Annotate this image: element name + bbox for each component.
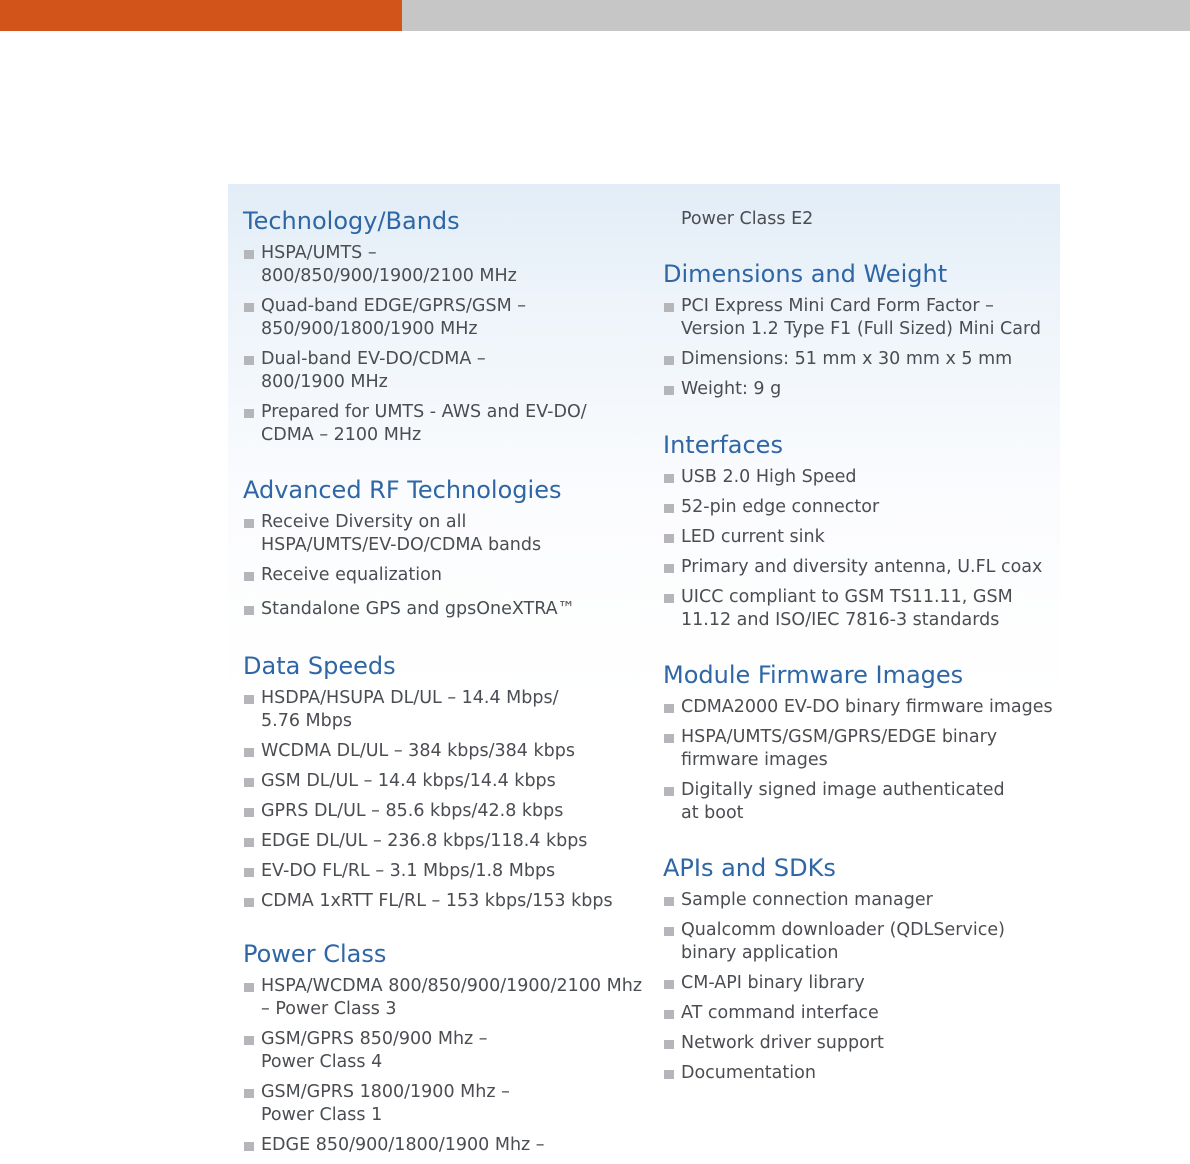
list-item: Primary and diversity antenna, U.FL coax: [663, 556, 1053, 579]
list-item: HSPA/UMTS/GSM/GPRS/EDGE binary firmware images: [663, 726, 1053, 772]
section-heading: Power Class: [243, 940, 387, 968]
list-item: Quad-band EDGE/GPRS/GSM – 850/900/1800/1900 MHz: [243, 295, 643, 341]
list-item: GSM DL/UL – 14.4 kbps/14.4 kbps: [243, 770, 643, 793]
list-item: USB 2.0 High Speed: [663, 466, 1053, 489]
section-heading: Data Speeds: [243, 652, 396, 680]
list-item: UICC compliant to GSM TS11.11, GSM 11.12 and ISO/IEC 7816-3 standards: [663, 586, 1053, 632]
list-item: Sample connection manager: [663, 889, 1053, 912]
list-item: EDGE DL/UL – 236.8 kbps/118.4 kbps: [243, 830, 643, 853]
list-item: CDMA 1xRTT FL/RL – 153 kbps/153 kbps: [243, 890, 643, 913]
list-item: Network driver support: [663, 1032, 1053, 1055]
section-power-class: [243, 939, 643, 1164]
list-item: 52-pin edge connector: [663, 496, 1053, 519]
list-item: WCDMA DL/UL – 384 kbps/384 kbps: [243, 740, 643, 763]
section-heading: APIs and SDKs: [663, 854, 836, 882]
list-item: Weight: 9 g: [663, 378, 1053, 401]
list-item: HSPA/UMTS – 800/850/900/1900/2100 MHz: [243, 242, 643, 288]
list-item: GSM/GPRS 850/900 Mhz – Power Class 4: [243, 1028, 643, 1074]
section-firmware-images: [663, 660, 1053, 832]
list-item: CM-API binary library: [663, 972, 1053, 995]
section-heading: Interfaces: [663, 431, 783, 459]
list-item: GPRS DL/UL – 85.6 kbps/42.8 kbps: [243, 800, 643, 823]
section-data-speeds: [243, 651, 643, 920]
list-item: PCI Express Mini Card Form Factor – Version 1.2 Type F1 (Full Sized) Mini Card: [663, 295, 1053, 341]
list-item: LED current sink: [663, 526, 1053, 549]
list-item: HSPA/WCDMA 800/850/900/1900/2100 Mhz – Power Class 3: [243, 975, 643, 1021]
section-heading: Module Firmware Images: [663, 661, 964, 689]
list-item: Documentation: [663, 1062, 1053, 1085]
section-interfaces: [663, 430, 1053, 639]
list-item: Qualcomm downloader (QDLService) binary application: [663, 919, 1053, 965]
list-item: HSDPA/HSUPA DL/UL – 14.4 Mbps/ 5.76 Mbps: [243, 687, 643, 733]
list-item: Dimensions: 51 mm x 30 mm x 5 mm: [663, 348, 1053, 371]
section-heading: Advanced RF Technologies: [243, 476, 562, 504]
spec-sheet-panel: [228, 184, 1060, 1159]
list-item: AT command interface: [663, 1002, 1053, 1025]
header-bar: [402, 0, 1190, 31]
list-item: Standalone GPS and gpsOneXTRA™: [243, 598, 643, 621]
section-heading: Technology/Bands: [243, 207, 460, 235]
list-item: Digitally signed image authenticated at boot: [663, 779, 1053, 825]
list-item: Receive equalization: [243, 564, 643, 587]
list-item: Dual-band EV-DO/CDMA – 800/1900 MHz: [243, 348, 643, 394]
continued-text: Power Class E2: [681, 209, 814, 229]
section-dimensions-weight: [663, 259, 1053, 408]
list-item: EV-DO FL/RL – 3.1 Mbps/1.8 Mbps: [243, 860, 643, 883]
list-item: CDMA2000 EV-DO binary firmware images: [663, 696, 1053, 719]
list-item: EDGE 850/900/1800/1900 Mhz –: [243, 1134, 643, 1157]
header-bar-accent: [0, 0, 402, 31]
section-advanced-rf: [243, 475, 643, 628]
section-heading: Dimensions and Weight: [663, 260, 948, 288]
section-apis-sdks: [663, 853, 1053, 1092]
list-item: Prepared for UMTS - AWS and EV-DO/ CDMA – 2100 MHz: [243, 401, 643, 447]
list-item: Receive Diversity on all HSPA/UMTS/EV-DO/CDMA bands: [243, 511, 643, 557]
section-technology-bands: [243, 206, 643, 454]
list-item: GSM/GPRS 1800/1900 Mhz – Power Class 1: [243, 1081, 643, 1127]
